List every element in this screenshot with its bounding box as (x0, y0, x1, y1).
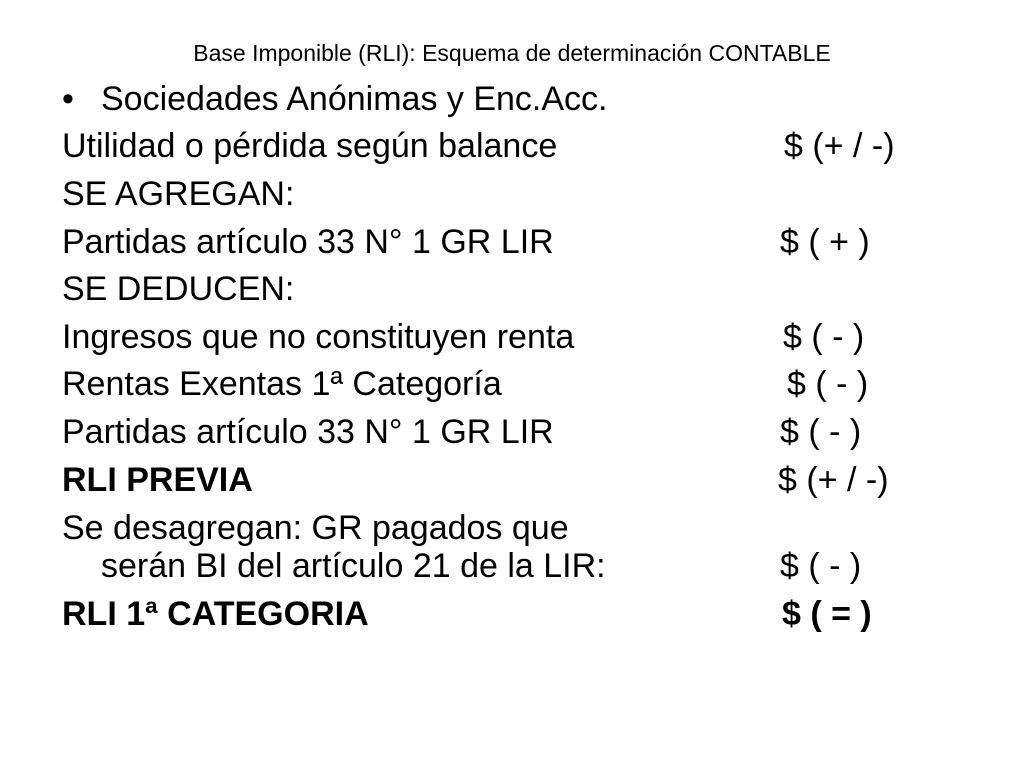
row-amount-rli-categoria: $ ( = ) (782, 595, 872, 633)
row-amount-utilidad: $ (+ / -) (784, 127, 895, 165)
row-label-desagregan-cont: serán BI del artículo 21 de la LIR: (101, 547, 606, 585)
section-se-deducen: SE DEDUCEN: (62, 270, 295, 308)
row-label-partidas-agregan: Partidas artículo 33 N° 1 GR LIR (62, 223, 554, 261)
row-label-rentas-exentas: Rentas Exentas 1ª Categoría (62, 365, 502, 403)
row-amount-desagregan: $ ( - ) (780, 547, 862, 585)
section-se-agregan: SE AGREGAN: (62, 175, 295, 213)
row-amount-rentas-exentas: $ ( - ) (787, 365, 869, 403)
row-label-rli-categoria: RLI 1ª CATEGORIA (62, 595, 369, 633)
row-amount-partidas-deducen: $ ( - ) (780, 413, 862, 451)
row-label-partidas-deducen: Partidas artículo 33 N° 1 GR LIR (62, 413, 554, 451)
slide-title: Base Imponible (RLI): Esquema de determinación CONTABLE (193, 40, 831, 66)
row-amount-ingresos: $ ( - ) (783, 318, 865, 356)
row-label-rli-previa: RLI PREVIA (62, 461, 253, 499)
row-label-ingresos: Ingresos que no constituyen renta (62, 318, 575, 356)
bullet-text: Sociedades Anónimas y Enc.Acc. (101, 80, 608, 118)
row-amount-partidas-agregan: $ ( + ) (780, 223, 870, 261)
bullet-dot-icon: • (62, 80, 74, 118)
row-label-utilidad: Utilidad o pérdida según balance (62, 127, 558, 165)
row-label-desagregan: Se desagregan: GR pagados que (62, 509, 569, 547)
row-amount-rli-previa: $ (+ / -) (778, 461, 889, 499)
